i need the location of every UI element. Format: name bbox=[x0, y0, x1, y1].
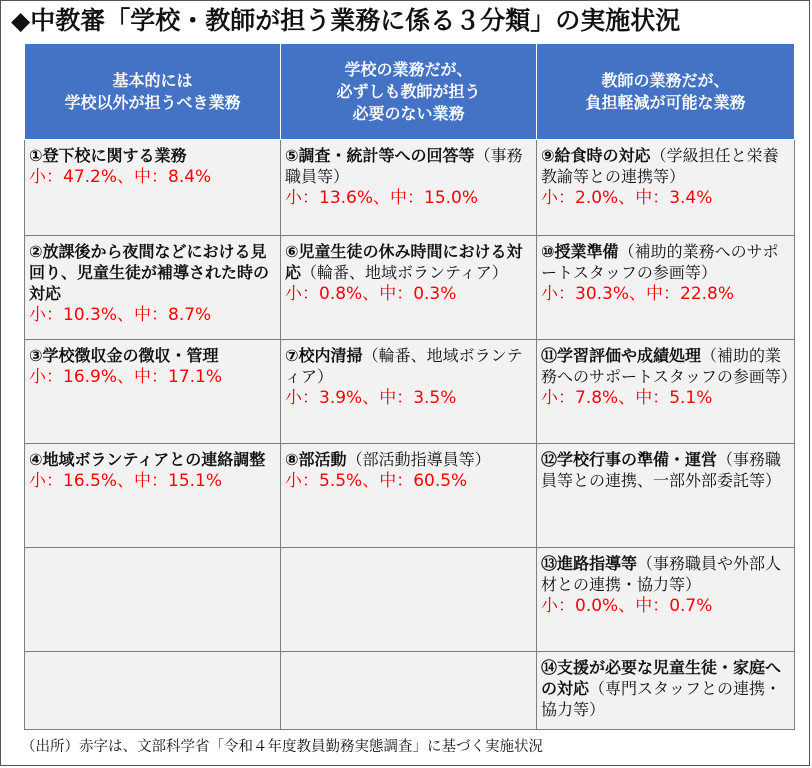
column-header-text: 学校の業務だが、 必ずしも教師が担う 必要のない業務 bbox=[336, 59, 481, 123]
implementation-rate: 小：2.0%、中：3.4% bbox=[541, 188, 713, 208]
header-row bbox=[25, 44, 795, 140]
implementation-rate: 小：30.3%、中：22.8% bbox=[541, 284, 735, 304]
task-name: ②放課後から夜間などにおける見回り、児童生徒が補導された時の対応 bbox=[29, 242, 270, 303]
task-item bbox=[285, 345, 532, 387]
source-note: （出所）赤字は、文部科学省「令和４年度教員勤務実態調査」に基づく実施状況 bbox=[21, 739, 543, 755]
task-note: （専門スタッフとの連携・協力等） bbox=[541, 679, 782, 719]
column-header-outside-school bbox=[25, 44, 281, 140]
table-cell bbox=[25, 236, 281, 340]
implementation-rate: 小：0.0%、中：0.7% bbox=[541, 596, 713, 616]
task-name: ⑪学習評価や成績処理 bbox=[541, 346, 702, 365]
table-row bbox=[25, 548, 795, 652]
table-cell bbox=[537, 548, 795, 652]
task-name: ⑥児童生徒の休み時間における対応 bbox=[285, 242, 523, 282]
table-cell bbox=[25, 548, 281, 652]
column-header-not-teacher bbox=[281, 44, 537, 140]
task-note: （学級担任と栄養教諭等との連携等） bbox=[541, 146, 779, 186]
table-cell bbox=[281, 548, 537, 652]
table-row bbox=[25, 140, 795, 236]
table-row bbox=[25, 340, 795, 444]
column-header-text: 基本的には 学校以外が担うべき業務 bbox=[64, 70, 241, 112]
column-header-text: 教師の業務だが、 負担軽減が可能な業務 bbox=[585, 70, 746, 112]
task-item bbox=[541, 145, 790, 187]
table-cell bbox=[281, 652, 537, 730]
implementation-rate: 小：5.5%、中：60.5% bbox=[285, 471, 468, 491]
table-cell bbox=[281, 236, 537, 340]
table-row bbox=[25, 236, 795, 340]
task-item bbox=[285, 145, 532, 187]
task-name: ⑧部活動 bbox=[285, 450, 347, 469]
figure-title: ◆中教審「学校・教師が担う業務に係る３分類」の実施状況 bbox=[11, 6, 681, 35]
implementation-rate: 小：3.9%、中：3.5% bbox=[285, 388, 457, 408]
task-note: （事務職員や外部人材との連携・協力等） bbox=[541, 554, 782, 594]
task-item bbox=[541, 553, 790, 595]
table-row bbox=[25, 652, 795, 730]
task-note: （事務職員等） bbox=[285, 146, 523, 186]
implementation-rate: 小：16.5%、中：15.1% bbox=[29, 471, 223, 491]
table-cell bbox=[25, 340, 281, 444]
task-note: （補助的業務へのサポートスタッフの参画等） bbox=[541, 346, 797, 386]
table-cell bbox=[537, 236, 795, 340]
task-note: （事務職員等との連携、一部外部委託等） bbox=[541, 450, 782, 490]
task-name: ①登下校に関する業務 bbox=[29, 146, 187, 165]
table-cell bbox=[25, 652, 281, 730]
task-name: ⑫学校行事の準備・運営 bbox=[541, 450, 718, 469]
implementation-rate: 小：47.2%、中：8.4% bbox=[29, 167, 212, 187]
task-item bbox=[285, 449, 532, 470]
task-item bbox=[29, 345, 276, 366]
task-name: ⑤調査・統計等への回答等 bbox=[285, 146, 475, 165]
table-cell bbox=[537, 444, 795, 548]
task-item bbox=[29, 449, 276, 470]
task-name: ⑩授業準備 bbox=[541, 242, 619, 261]
implementation-rate: 小：13.6%、中：15.0% bbox=[285, 188, 479, 208]
table-row bbox=[25, 444, 795, 548]
task-note: （部活動指導員等） bbox=[346, 450, 491, 469]
classification-table bbox=[24, 43, 795, 730]
task-item bbox=[29, 241, 276, 304]
column-header-reducible bbox=[537, 44, 795, 140]
task-note: （輪番、地域ボランティア） bbox=[285, 346, 523, 386]
implementation-rate: 小：0.8%、中：0.3% bbox=[285, 284, 457, 304]
table-cell bbox=[281, 140, 537, 236]
task-name: ⑨給食時の対応 bbox=[541, 146, 651, 165]
task-item bbox=[29, 145, 276, 166]
task-item bbox=[541, 345, 797, 387]
table-cell bbox=[25, 140, 281, 236]
table-cell bbox=[537, 340, 795, 444]
task-name: ④地域ボランティアとの連絡調整 bbox=[29, 450, 266, 469]
task-name: ⑬進路指導等 bbox=[541, 554, 638, 573]
task-note: （補助的業務へのサポートスタッフの参画等） bbox=[541, 242, 779, 282]
table-cell bbox=[281, 340, 537, 444]
task-item bbox=[541, 449, 790, 491]
task-item bbox=[541, 657, 790, 720]
task-item bbox=[541, 241, 790, 283]
table-cell bbox=[537, 140, 795, 236]
implementation-rate: 小：16.9%、中：17.1% bbox=[29, 367, 223, 387]
implementation-rate: 小：10.3%、中：8.7% bbox=[29, 305, 212, 325]
implementation-rate: 小：7.8%、中：5.1% bbox=[541, 388, 713, 408]
table-cell bbox=[25, 444, 281, 548]
task-name: ⑭支援が必要な児童生徒・家庭への対応 bbox=[541, 658, 782, 698]
task-name: ⑦校内清掃 bbox=[285, 346, 363, 365]
task-note: （輪番、地域ボランティア） bbox=[301, 263, 508, 282]
task-name: ③学校徴収金の徴収・管理 bbox=[29, 346, 219, 365]
table-cell bbox=[281, 444, 537, 548]
task-item bbox=[285, 241, 532, 283]
table-cell bbox=[537, 652, 795, 730]
